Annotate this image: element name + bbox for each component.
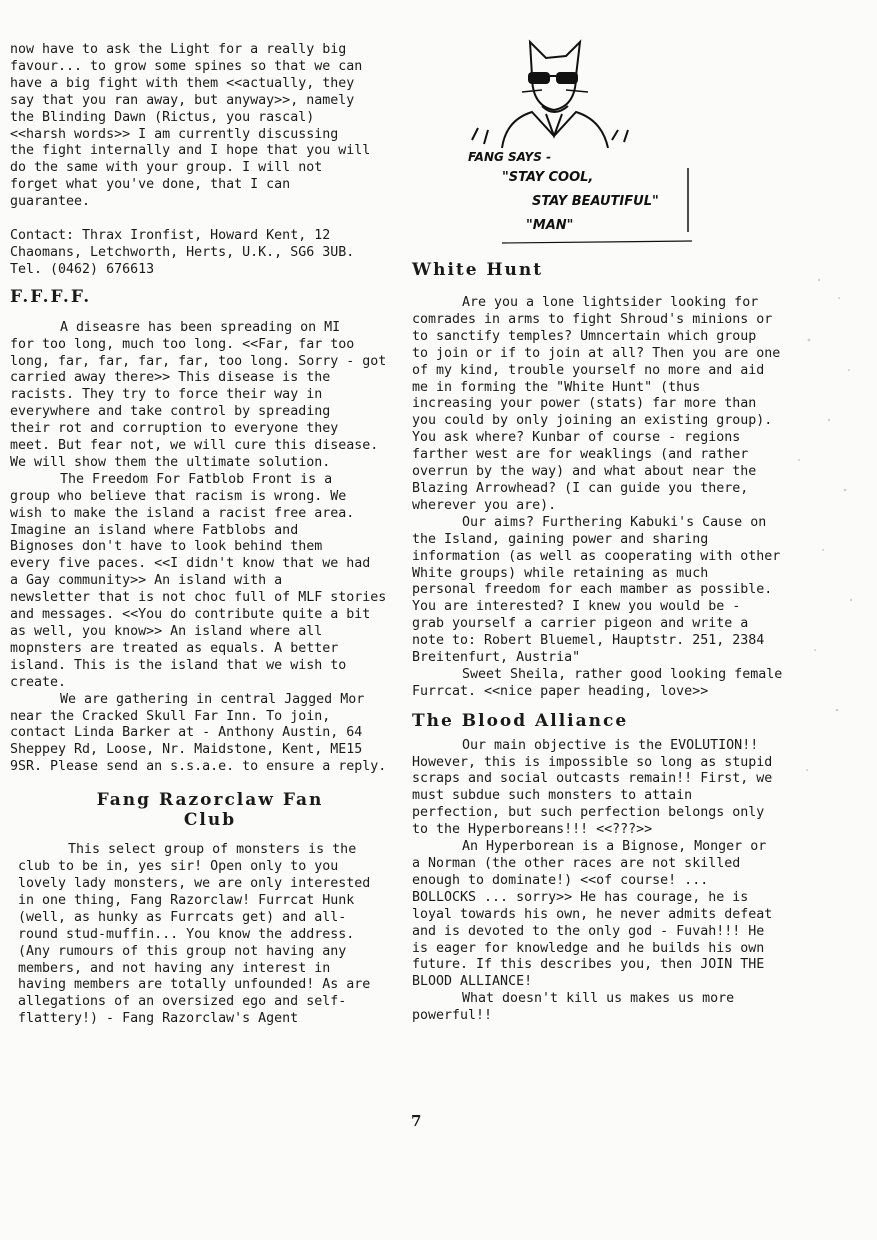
cartoon-caption-line: "MAN"	[526, 218, 574, 233]
right-column	[412, 260, 784, 1025]
fff-paragraph: A diseasre has been spreading on MI for too long, much too long. <<Far, far too long, far, far, far, far, too long. Sorry - got carried away there>> This disease is the racists. They try to force their way in everywhere and take control by spreading their rot and corruption to everyone they meet. But fear not, we will cure this disease. We will show them the ultimate solution.	[10, 319, 387, 470]
fff-heading: F.F.F.F.	[10, 286, 92, 307]
fang-cartoon	[462, 36, 702, 248]
fang-club-paragraph: This select group of monsters is the club to be in, yes sir! Open only to you lovely lady monsters, we are only interested in one thing, Fang Razorclaw! Furrcat Hunk (well, as hunky as Furrcats get) and all- round stud-muffin... You know the address. (Any rumours of this group not having any members, and not having any interest in having members are totally unfounded! As are allegations of an oversized ego and self- flattery!) - Fang Razorclaw's Agent	[18, 842, 371, 1027]
cartoon-caption-line: STAY BEAUTIFUL"	[532, 194, 659, 209]
scan-speckle-decoration	[779, 250, 869, 850]
blood-alliance-heading: The Blood Alliance	[412, 710, 629, 731]
white-hunt-paragraph: Sweet Sheila, rather good looking female Furrcat. <<nice paper heading, love>>	[412, 666, 783, 699]
cartoon-caption-line: FANG SAYS -	[468, 150, 552, 164]
contact-paragraph: Contact: Thrax Ironfist, Howard Kent, 12 Chaomans, Letchworth, Herts, U.K., SG6 3UB. Tel. (0462) 676613	[10, 228, 355, 277]
fff-paragraph: The Freedom For Fatblob Front is a group who believe that racism is wrong. We wish to make the island a racist free area. Imagine an island where Fatblobs and Bignoses don't have to look behind them every five paces. <<I didn't know that we had a Gay community>> An island with a newsletter that is not choc full of MLF stories and messages. <<You do contribute quite a bit as well, you know>> An island where all mopnsters are treated as equals. A better island. This is the island that we wish to create.	[10, 471, 387, 690]
cartoon-frame-lines	[462, 36, 702, 248]
blood-alliance-paragraph: An Hyperborean is a Bignose, Monger or a Norman (the other races are not skilled enough to dominate!) <<of course! ... BOLLOCKS ... sorry>> He has courage, he is loyal towards his own, he never admits defeat and is devoted to the only god - Fuvah!!! He is eager for knowledge and he builds his own future. If this describes you, then JOIN THE BLOOD ALLIANCE!	[412, 839, 773, 990]
intro-paragraph: now have to ask the Light for a really big favour... to grow some spines so that we can have a big fight with them <<actually, they say that you ran away, but anyway>>, namely the Blinding Dawn (Rictus, you rascal) <<harsh words>> I am currently discussing the fight internally and I hope that you will do the same with your group. I will not forget what you've done, that I can guarantee.	[10, 42, 371, 210]
page-number: 7	[411, 1112, 422, 1130]
fff-paragraph: We are gathering in central Jagged Mor near the Cracked Skull Far Inn. To join, contact Linda Barker at - Anthony Austin, 64 Sheppey Rd, Loose, Nr. Maidstone, Kent, ME15 9SR. Please send an s.s.a.e. to ensure a reply.	[10, 691, 387, 775]
fang-club-heading: Fang Razorclaw Fan Club	[96, 790, 324, 831]
blood-alliance-paragraph: Our main objective is the EVOLUTION!! However, this is impossible so long as stupid scraps and social outcasts remain!! First, we must subdue such monsters to attain perfection, but such perfection belongs only to the Hyperboreans!!! <<???>>	[412, 737, 773, 838]
left-column	[10, 42, 410, 1028]
white-hunt-paragraph: Our aims? Furthering Kabuki's Cause on the Island, gaining power and sharing information (as well as cooperating with other White groups) while retaining as much personal freedom for each mamber as possible. You are interested? I knew you would be - grab yourself a carrier pigeon and write a note to: Robert Bluemel, Hauptstr. 251, 2384 Breitenfurt, Austria"	[412, 514, 781, 666]
cartoon-caption-line: "STAY COOL,	[502, 170, 594, 185]
blood-alliance-paragraph: What doesn't kill us makes us more powerful!!	[412, 991, 735, 1024]
white-hunt-paragraph: Are you a lone lightsider looking for comrades in arms to fight Shroud's minions or to sanctify temples? Umncertain which group to join or if to join at all? Then you are one of my kind, trouble yourself no more and aid me in forming the "White Hunt" (thus increasing your power (stats) far more than you could by only joining an existing group). You ask where? Kunbar of course - regions farther west are for weaklings (and rather overrun by the way) and what about near the Blazing Arrowhead? (I can guide you there, wherever you are).	[412, 295, 781, 513]
white-hunt-heading: White Hunt	[412, 260, 544, 280]
